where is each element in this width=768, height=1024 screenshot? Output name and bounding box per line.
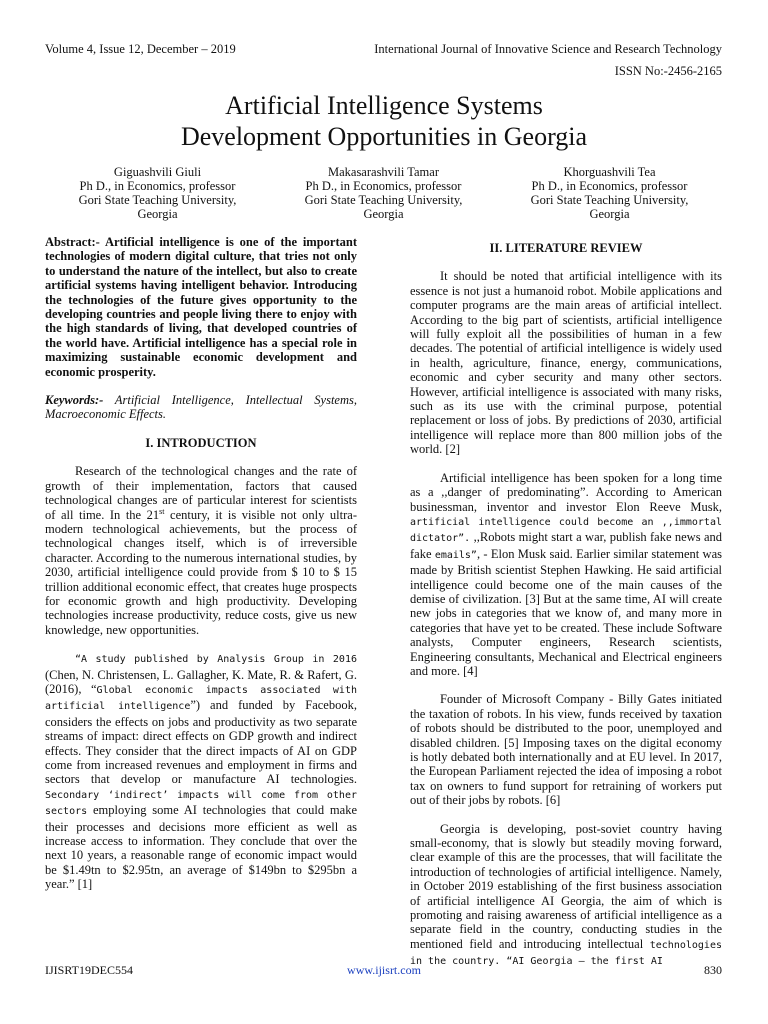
- lit-p2-text-e: , - Elon Musk said. Earlier similar statement was made by British scientist Stephen Hawking. He said artificial intelligence could become one of the main causes of the demise of civilization. [3] But at the same time, AI will create new jobs in categories that we know of, and many more in categories that have yet to be created. These include Software analysts, Computer engineers, Research scientists, Engineering consultants, Mechanical and Electrical engineers and more. [4]: [410, 546, 722, 678]
- author-title: Ph D., in Economics, professor: [79, 179, 236, 193]
- section-heading-introduction: I. INTRODUCTION: [145, 435, 257, 450]
- author-title: Ph D., in Economics, professor: [531, 179, 688, 193]
- keywords-label: Keywords:-: [45, 393, 104, 408]
- author-3: [497, 165, 722, 221]
- right-column: [410, 235, 722, 984]
- author-affiliation: Gori State Teaching University,: [304, 193, 463, 207]
- intro-paragraph-2: [45, 651, 357, 892]
- page-number: 830: [704, 963, 722, 977]
- abstract: [45, 235, 357, 379]
- author-country: Georgia: [137, 207, 178, 221]
- intro-p2-conclusion: employing some AI technologies that could make their processes and decisions more efficient as well as increase access to information. They conclude that over the next 10 years, a reasonable range of economic impact would be $1.49tn to $2.95tn, an average of $149bn to $295bn a year.” [1]: [45, 803, 357, 892]
- intro-p2-quote-start: “A study published by Analysis Group in 2016: [75, 654, 357, 666]
- intro-p1-text-a: Research of the technological changes and the rate of growth of their implementation, factors that caused technological changes are of particular interest for scientists of all time. In the 21: [45, 464, 357, 522]
- title-line-1: Artificial Intelligence Systems: [225, 91, 543, 120]
- author-name: Makasarashvili Tamar: [327, 165, 439, 179]
- lit-paragraph-1: It should be noted that artificial intelligence with its essence is not just a humanoid robot. Mobile applications and computer programs are the main areas of artificial intellect. According to the big part of scientists, artificial intelligence will fully exploit all the possibilities of human in a few decades. The potential of artificial intelligence is widely used in health, agriculture, finance, energy, communications, economic and cyber security and many other sectors. However, artificial intelligence is associated with many risks, such as its use with the criminal purpose, potential replacement or loss of jobs. By predictions of 2030, artificial intelligence will replace more than 800 million jobs of the world. [2]: [410, 269, 722, 457]
- journal-url-link[interactable]: www.ijisrt.com: [347, 963, 421, 977]
- author-name: Giguashvili Giuli: [113, 165, 202, 179]
- title-line-2: Development Opportunities in Georgia: [180, 122, 588, 151]
- author-country: Georgia: [589, 207, 630, 221]
- author-affiliation: Gori State Teaching University,: [530, 193, 689, 207]
- author-title: Ph D., in Economics, professor: [305, 179, 462, 193]
- intro-p2-citation: (Chen, N. Christensen, L. Gallagher, K. Mate, R. & Rafert, G. (2016), “: [45, 667, 357, 696]
- author-2: [271, 165, 496, 221]
- lit-p2-text-a: Artificial intelligence has been spoken for a long time as a ,,danger of predominating”. According to American businessman, inventor and investor Elon Reeve Musk,: [410, 470, 722, 514]
- intro-p2-body: ”) and funded by Facebook, considers the effects on jobs and productivity as two separate streams of impact: direct effects on GDP growth and indirect effects. They consider that the direct impacts of AI on GDP come from increased revenues and employment in firms and sectors that develop or manufacture AI technologies.: [45, 698, 357, 787]
- author-list: [45, 165, 722, 221]
- author-1: [45, 165, 270, 221]
- ordinal-suffix: st: [159, 506, 165, 516]
- keywords-text: Artificial Intelligence, Intellectual Systems, Macroeconomic Effects.: [45, 393, 357, 422]
- keywords: [45, 393, 357, 422]
- left-column: [45, 235, 357, 906]
- paper-title: [0, 90, 768, 152]
- issn: ISSN No:-2456-2165: [614, 64, 722, 78]
- lit-paragraph-4: [410, 822, 722, 970]
- journal-name: International Journal of Innovative Science and Research Technology: [374, 42, 722, 56]
- abstract-text: Artificial intelligence is one of the important technologies of modern digital culture, that tries not only to understand the nature of the intellect, but also to create artificial systems having intelligent behavior. Introducing the technologies of the future gives opportunity to the developing countries and people living there to enjoy with the high standards of living, that developed countries of the world have. Artificial intelligence has a special role in maximizing sustainable economic development and economic prosperity.: [45, 235, 357, 379]
- lit-p4-text-b: technologies in the country. “AI Georgia – the first AI: [410, 939, 722, 968]
- volume-issue: Volume 4, Issue 12, December – 2019: [45, 42, 236, 56]
- paper-code: IJISRT19DEC554: [45, 963, 133, 977]
- lit-paragraph-3: Founder of Microsoft Company - Billy Gates initiated the taxation of robots. In his view, funds received by taxation of robots should be distributed to the poor, unemployed and disabled children. [5] Imposing taxes on the digital economy is hotly debated both internationally and at EU level. In 2017, the European Parliament rejected the idea of imposing a robot tax on owners to fund support for retraining of workers put out of their jobs by robots. [6]: [410, 692, 722, 808]
- author-name: Khorguashvili Tea: [563, 165, 656, 179]
- author-affiliation: Gori State Teaching University,: [78, 193, 237, 207]
- author-country: Georgia: [363, 207, 404, 221]
- intro-p2-cited-title: Global economic impacts associated with artificial intelligence: [45, 684, 357, 713]
- intro-p1-text-b: century, it is visible not only ultra-modern technological achievements, but the process of technological changes itself, which is of irreversible character. According to the numerous international studies, by 2030, artificial intelligence could provide from $ 10 to $ 15 trillion additional economic effect, that creates huge prospects for economic growth and high productivity. Developing technologies increase productivity, reduce costs, give us new knowledge, new opportunities.: [45, 507, 357, 637]
- lit-p2-quote: artificial intelligence could become an ,,immortal dictator”.: [410, 516, 722, 545]
- intro-paragraph-1: [45, 464, 357, 637]
- section-heading-literature-review: II. LITERATURE REVIEW: [489, 241, 643, 255]
- lit-p4-text-a: Georgia is developing, post-soviet country having small-economy, that is slowly but steadily moving forward, clear example of this are the processes, that will facilitate the introduction of technologies of artificial intelligence. Namely, in October 2019 establishing of the first business association of artificial intelligence AI Georgia, the aim of which is promoting and raising awareness of artificial intelligence as a separate field in the country, conducting studies in the mentioned field and introducing intellectual: [410, 821, 722, 951]
- intro-p2-secondary: Secondary ‘indirect’ impacts will come from other sectors: [45, 789, 357, 818]
- lit-p2-text-c: ,,Robots might start a war, publish fake news and fake: [410, 530, 722, 561]
- abstract-label: Abstract:-: [45, 235, 100, 249]
- lit-paragraph-2: [410, 471, 722, 679]
- lit-p2-emails: emails”: [434, 549, 477, 561]
